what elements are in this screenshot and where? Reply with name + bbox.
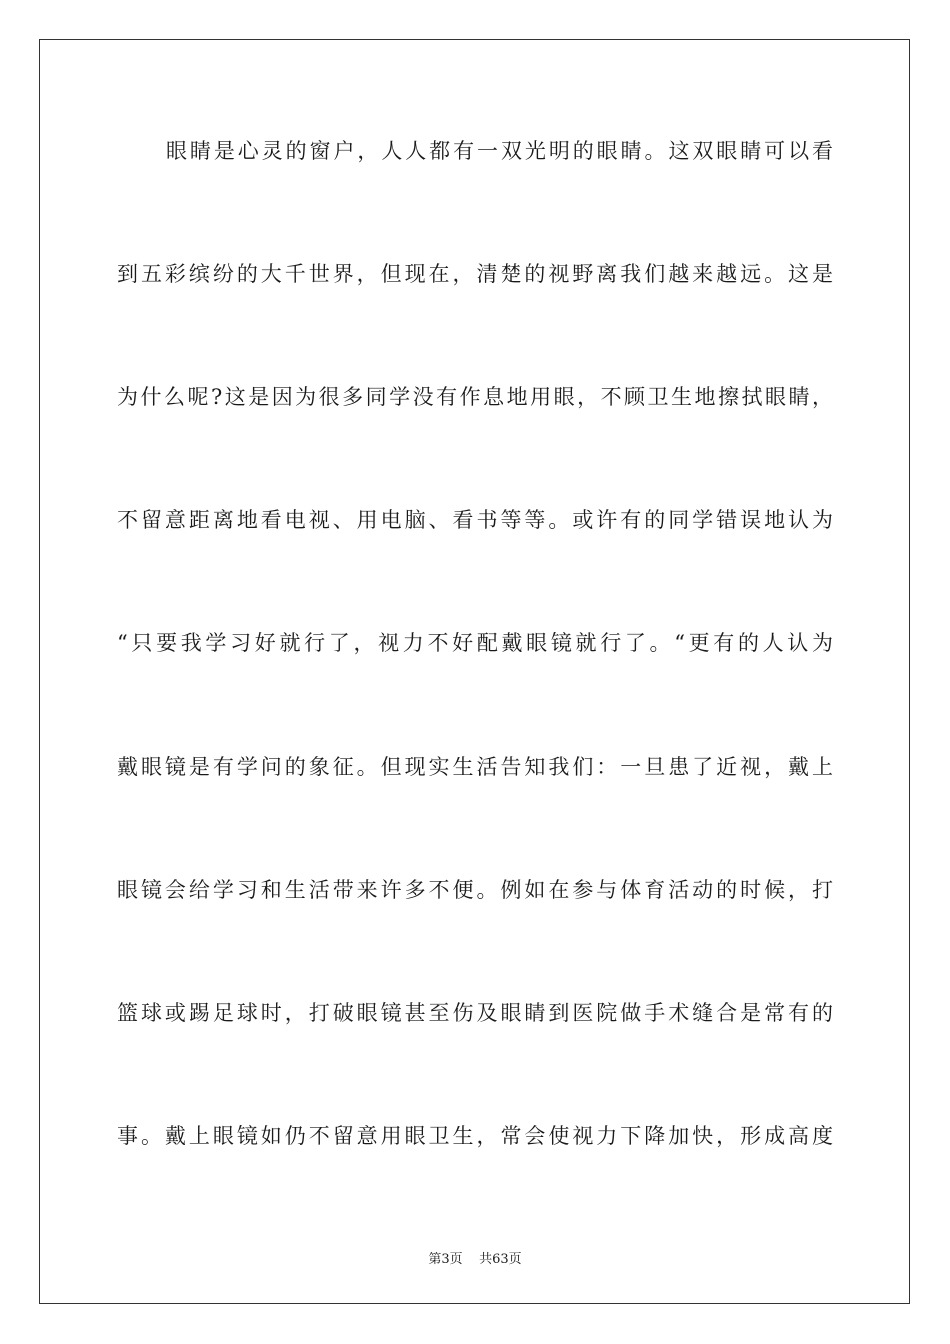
- page-footer: [0, 1248, 950, 1267]
- paragraph-line: 为什么呢?这是因为很多同学没有作息地用眼，不顾卫生地擦拭眼睛，: [117, 385, 833, 409]
- page-total: 共63页: [479, 1252, 522, 1267]
- paragraph-line: “只要我学习好就行了，视力不好配戴眼镜就行了。“更有的人认为: [117, 631, 833, 655]
- paragraph-line: 到五彩缤纷的大千世界，但现在，清楚的视野离我们越来越远。这是: [117, 262, 833, 286]
- page-number: 第3页: [428, 1252, 463, 1267]
- page-border: [39, 39, 910, 1304]
- paragraph-line: 眼睛是心灵的窗户，人人都有一双光明的眼睛。这双眼睛可以看: [166, 139, 833, 163]
- paragraph-line: 不留意距离地看电视、用电脑、看书等等。或许有的同学错误地认为: [117, 508, 833, 532]
- paragraph-line: 戴眼镜是有学问的象征。但现实生活告知我们：一旦患了近视，戴上: [117, 755, 833, 779]
- paragraph-line: 眼镜会给学习和生活带来许多不便。例如在参与体育活动的时候，打: [117, 878, 833, 902]
- paragraph-line: 篮球或踢足球时，打破眼镜甚至伤及眼睛到医院做手术缝合是常有的: [117, 1001, 833, 1025]
- paragraph-line: 事。戴上眼镜如仍不留意用眼卫生，常会使视力下降加快，形成高度: [117, 1124, 833, 1148]
